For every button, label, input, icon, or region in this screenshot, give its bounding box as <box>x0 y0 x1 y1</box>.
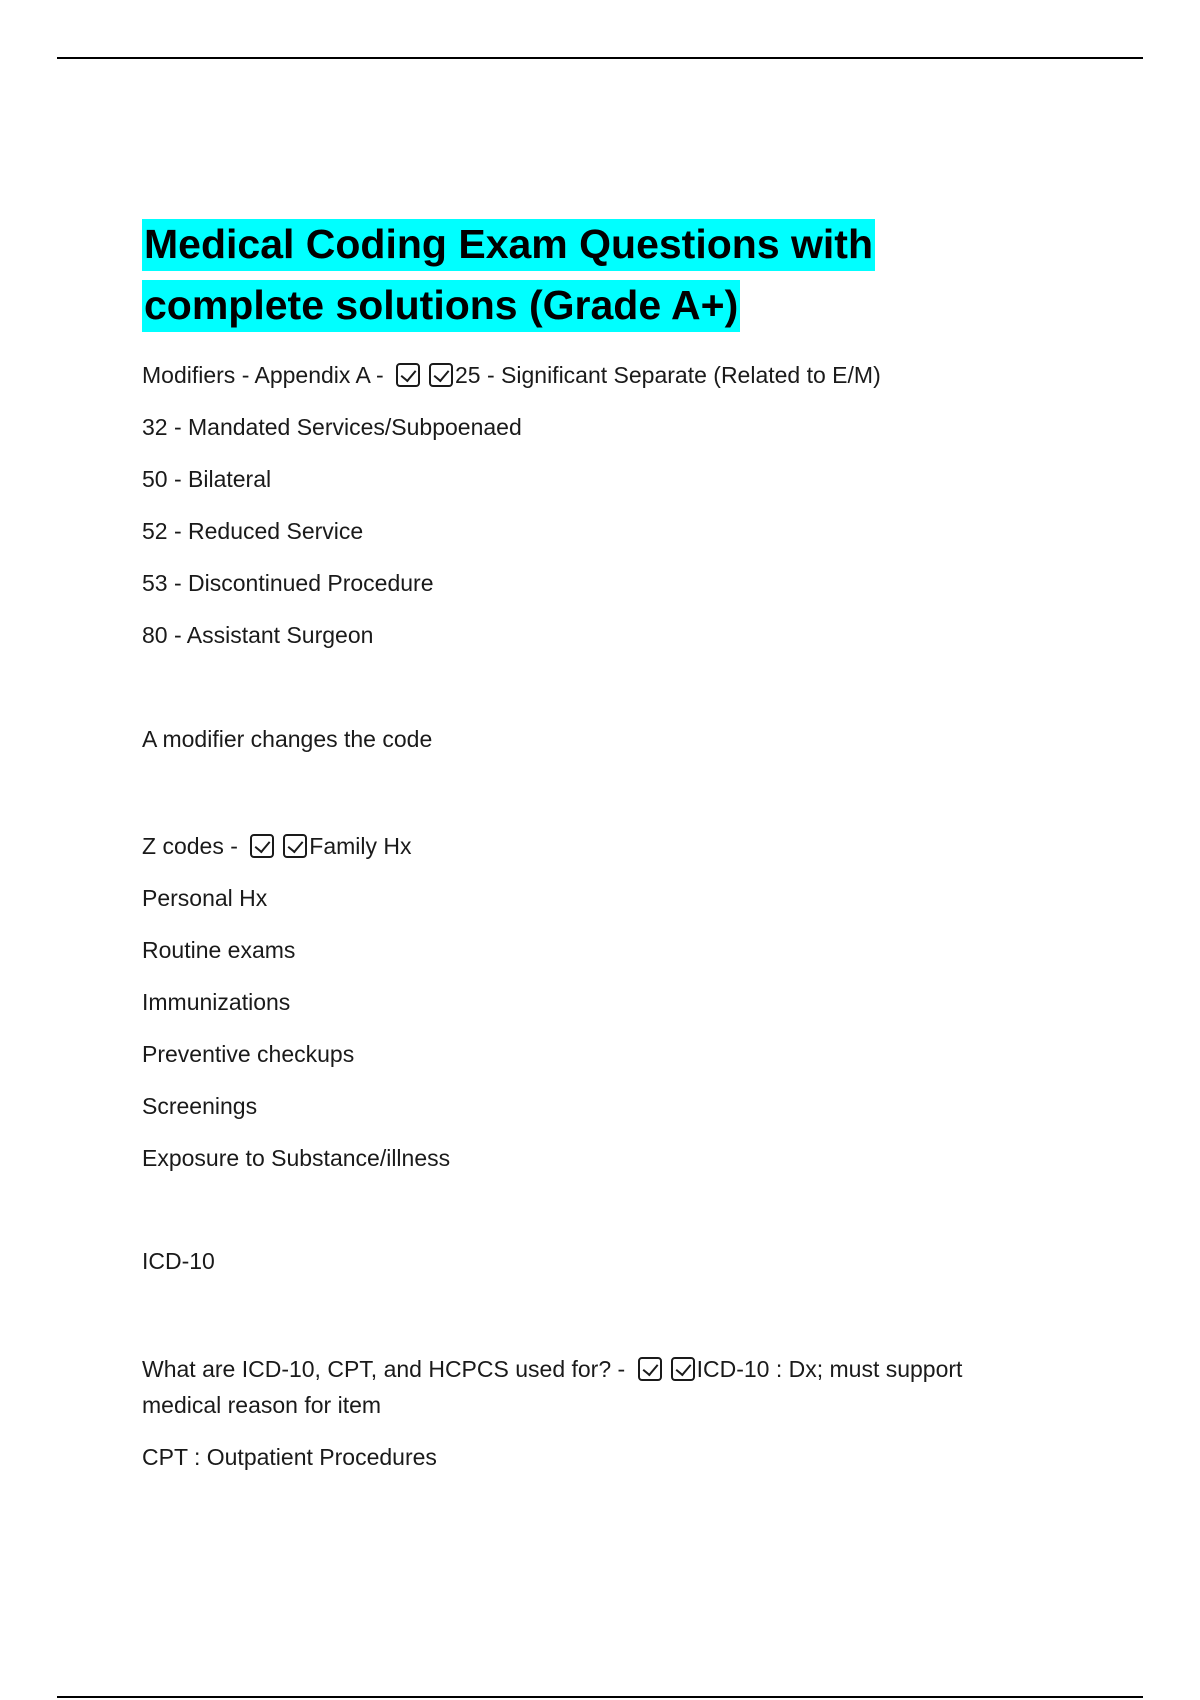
qa-line <box>142 831 412 861</box>
checked-box-icon <box>283 834 307 858</box>
answer-line: 50 - Bilateral <box>142 466 272 492</box>
document-title <box>142 214 1042 336</box>
answer-line: Routine exams <box>142 937 296 963</box>
question-text: Modifiers - Appendix A - <box>142 362 384 388</box>
checked-box-icon <box>250 834 274 858</box>
title-line-1: Medical Coding Exam Questions with <box>142 219 875 271</box>
answer-line: CPT : Outpatient Procedures <box>142 1444 437 1470</box>
checked-box-icon <box>638 1357 662 1381</box>
question-text: Z codes - <box>142 833 238 859</box>
checked-box-icon <box>429 363 453 387</box>
answer-line: A modifier changes the code <box>142 726 433 752</box>
answer-line: 80 - Assistant Surgeon <box>142 622 374 648</box>
answer-line: Screenings <box>142 1093 258 1119</box>
answer-line: Preventive checkups <box>142 1041 355 1067</box>
answer-line: ICD-10 <box>142 1248 215 1274</box>
qa-line <box>142 360 881 390</box>
answer-line: 32 - Mandated Services/Subpoenaed <box>142 414 522 440</box>
answer-line: medical reason for item <box>142 1392 382 1418</box>
answer-text: 25 - Significant Separate (Related to E/M) <box>455 362 881 388</box>
answer-text: ICD-10 : Dx; must support <box>696 1356 963 1382</box>
answer-line: Immunizations <box>142 989 291 1015</box>
footer-rule <box>57 1696 1143 1698</box>
answer-text: Family Hx <box>309 833 412 859</box>
title-line-2: complete solutions (Grade A+) <box>142 280 740 332</box>
answer-line: 53 - Discontinued Procedure <box>142 570 434 596</box>
checked-box-icon <box>671 1357 695 1381</box>
question-text: What are ICD-10, CPT, and HCPCS used for? - <box>142 1356 626 1382</box>
header-rule <box>57 57 1143 59</box>
answer-line: Exposure to Substance/illness <box>142 1145 451 1171</box>
qa-line <box>142 1354 962 1384</box>
checked-box-icon <box>396 363 420 387</box>
answer-line: 52 - Reduced Service <box>142 518 364 544</box>
answer-line: Personal Hx <box>142 885 268 911</box>
document-body <box>142 214 1042 1470</box>
